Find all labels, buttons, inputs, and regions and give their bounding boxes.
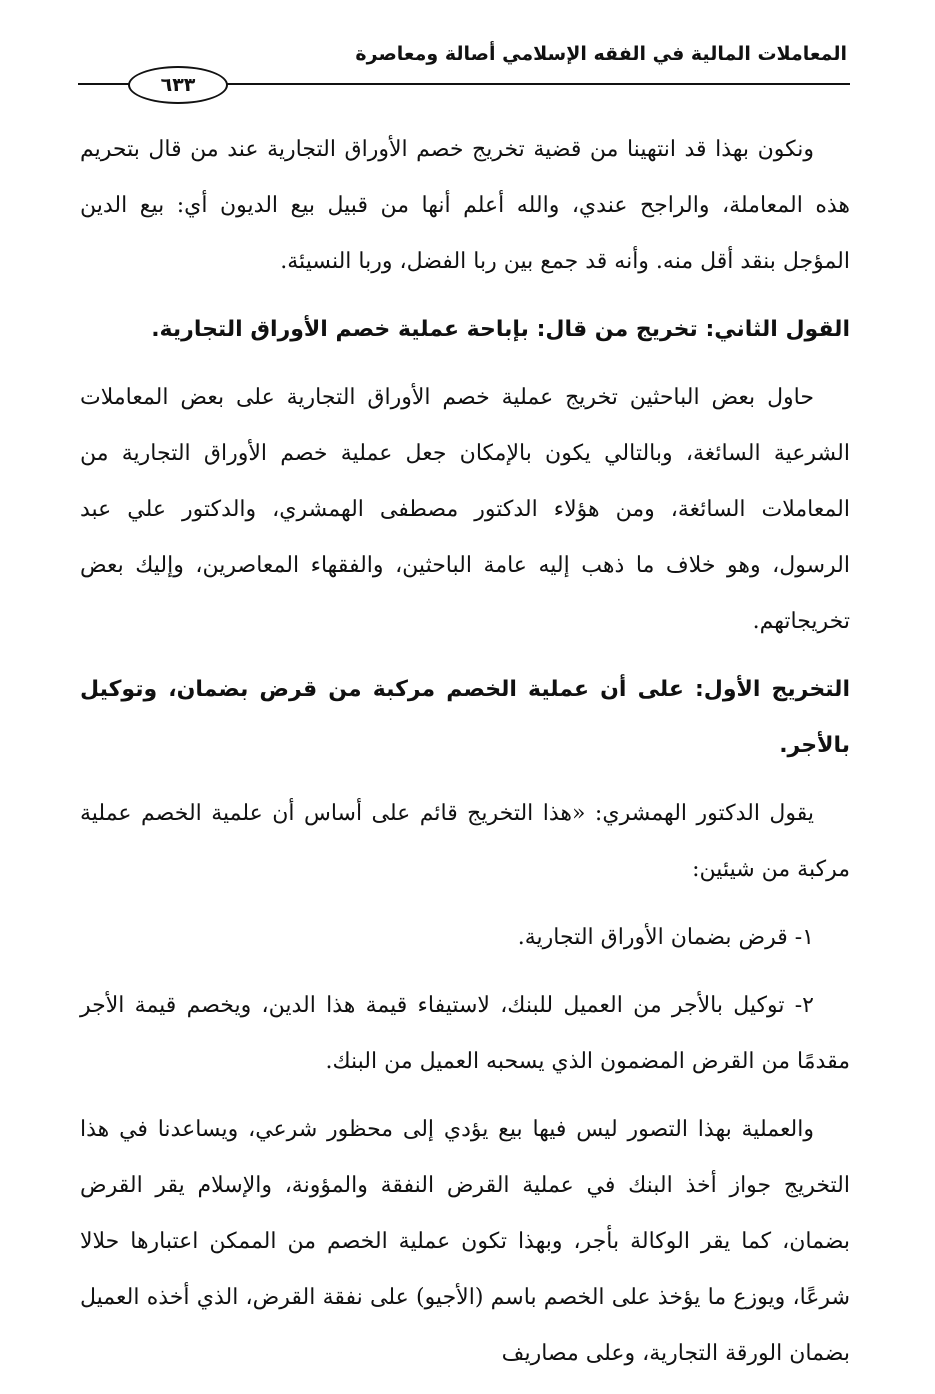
section-heading-first-derivation: التخريج الأول: على أن عملية الخصم مركبة من قرض بضمان، وتوكيل بالأجر.	[80, 677, 850, 758]
paragraph-quote-intro: يقول الدكتور الهمشري: «هذا التخريج قائم على أساس أن علمية الخصم عملية مركبة من شيئين:	[80, 801, 850, 882]
paragraph-researchers: حاول بعض الباحثين تخريج عملية خصم الأوراق التجارية على بعض المعاملات الشرعية السائغة، وبالتالي يكون بالإمكان جعل عملية خصم الأوراق التجارية من المعاملات السائغة، ومن هؤلاء الدكتور مصطفى الهمشري، والدكتور علي عبد الرسول، وهو خلاف ما ذهب إليه عامة الباحثين، والفقهاء المعاصرين، وإليك بعض تخريجاتهم.	[80, 385, 850, 634]
list-item-agency: ٢- توكيل بالأجر من العميل للبنك، لاستيفاء قيمة هذا الدين، ويخصم قيمة الأجر مقدمًا من القرض المضمون الذي يسحبه العميل من البنك.	[80, 993, 850, 1074]
list-item-loan: ١- قرض بضمان الأوراق التجارية.	[517, 925, 814, 950]
running-header-title: المعاملات المالية في الفقه الإسلامي أصالة ومعاصرة	[355, 43, 847, 65]
section-heading-second-opinion: القول الثاني: تخريج من قال: بإباحة عملية خصم الأوراق التجارية.	[151, 317, 850, 342]
page-body	[80, 122, 850, 1394]
page-number: ٦٣٣	[128, 66, 228, 104]
paragraph-conclusion: ونكون بهذا قد انتهينا من قضية تخريج خصم الأوراق التجارية عند من قال بتحريم هذه المعاملة، والراجح عندي، والله أعلم أنها من قبيل بيع الديون أي: بيع الدين المؤجل بنقد أقل منه. وأنه قد جمع بين ربا الفضل، وربا النسيئة.	[80, 137, 850, 274]
paragraph-operation: والعملية بهذا التصور ليس فيها بيع يؤدي إلى محظور شرعي، ويساعدنا في هذا التخريج جواز أخذ البنك في عملية القرض النفقة والمؤونة، والإسلام يقر القرض بضمان، كما يقر الوكالة بأجر، وبهذا تكون عملية الخصم من الممكن اعتبارها حلالا شرعًا، ويوزع ما يؤخذ على الخصم باسم (الأجيو) على نفقة القرض، الذي أخذه العميل بضمان الورقة التجارية، وعلى مصاريف	[80, 1117, 851, 1366]
